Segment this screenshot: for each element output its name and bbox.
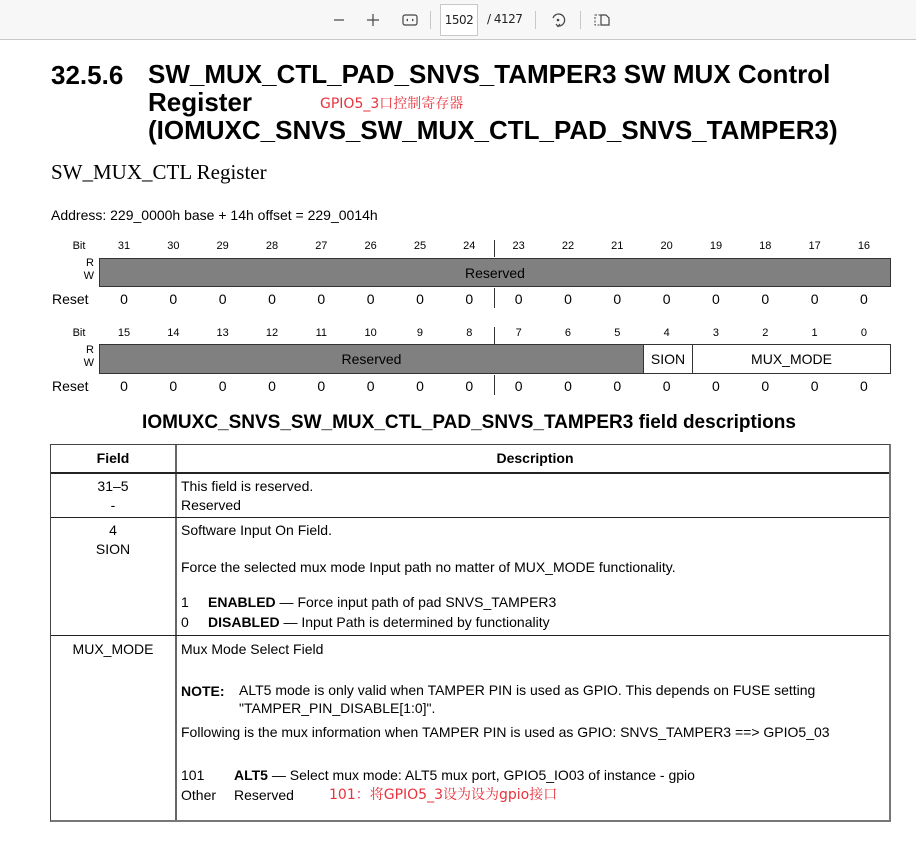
bit-label: Bit (72, 240, 86, 252)
bit-number: 25 (413, 240, 427, 252)
pdf-toolbar (0, 0, 916, 40)
w-label: W (83, 357, 94, 369)
bit-number: 24 (463, 240, 476, 252)
section-title (148, 60, 888, 144)
table-header-row (51, 445, 889, 473)
reset-value: 0 (218, 378, 227, 394)
zoom-in-button[interactable] (359, 0, 387, 40)
reset-value: 0 (120, 291, 128, 307)
reset-value: 0 (564, 291, 572, 307)
r-label: R (86, 257, 94, 269)
rw-label (74, 344, 94, 370)
value-text: — Force input path of pad SNVS_TAMPER3 (275, 594, 557, 610)
bit-number: 26 (364, 240, 377, 252)
reset-value: 0 (120, 378, 128, 394)
bit-number: 6 (564, 327, 572, 339)
register-address: Address: 229_0000h base + 14h offset = 229_0014h (51, 207, 378, 223)
field-cell (51, 474, 177, 517)
page-total: / 4127 (487, 12, 523, 26)
field-descriptions-title: IOMUXC_SNVS_SW_MUX_CTL_PAD_SNVS_TAMPER3 field descriptions (142, 412, 796, 433)
reset-value: 0 (317, 378, 326, 394)
plus-icon (366, 13, 380, 27)
reset-value: 0 (169, 378, 178, 394)
table-row (51, 635, 889, 820)
table-row (51, 517, 889, 635)
reset-value: 0 (613, 378, 622, 394)
bit-number: 9 (416, 327, 424, 339)
bit-number: 7 (515, 327, 522, 339)
description-title: Mux Mode Select Field (181, 641, 324, 657)
value-text: Reserved (234, 787, 294, 803)
value-item (181, 765, 889, 785)
bit-number: 2 (762, 327, 769, 339)
reset-value: 0 (366, 378, 375, 394)
toolbar-divider (430, 11, 431, 29)
rotate-button[interactable] (544, 0, 572, 40)
reset-value: 0 (465, 378, 474, 394)
value-text: — Select mux mode: ALT5 mux port, GPIO5_IO03 of instance - gpio (267, 767, 695, 783)
reset-value: 0 (810, 378, 819, 394)
reserved-field: Reserved (99, 344, 644, 374)
reset-value: 0 (317, 291, 326, 307)
register-diagram-upper (0, 240, 916, 310)
reset-value: 0 (268, 291, 276, 307)
note-label: NOTE: (181, 683, 225, 699)
description-text: Reserved (181, 497, 241, 513)
bit-number: 21 (611, 240, 624, 252)
reset-value: 0 (712, 291, 720, 307)
bit-number: 22 (561, 240, 575, 252)
page-number-input[interactable]: 1502 (440, 4, 478, 36)
byte-divider (494, 240, 495, 257)
bit-number: 31 (117, 240, 131, 252)
bit-number: 8 (466, 327, 473, 339)
field-name: - (110, 497, 116, 513)
reset-value: 0 (860, 291, 868, 307)
description-text: This field is reserved. (181, 478, 314, 494)
bit-number: 4 (663, 327, 670, 339)
field-cell (51, 636, 177, 820)
value-code: 1 (181, 594, 189, 610)
toolbar-divider (535, 11, 536, 29)
field-name: MUX_MODE (72, 641, 154, 657)
register-diagram-lower (0, 327, 916, 397)
rw-label (74, 257, 94, 283)
bit-number: 29 (216, 240, 229, 252)
bit-number: 17 (808, 240, 821, 252)
reset-value: 0 (465, 291, 474, 307)
description-cell (177, 518, 889, 635)
bit-number: 20 (660, 240, 673, 252)
byte-divider (494, 327, 495, 344)
reset-value: 0 (662, 291, 671, 307)
title-line-1: SW_MUX_CTL_PAD_SNVS_TAMPER3 SW MUX Control (148, 59, 831, 89)
bit-number: 0 (860, 327, 867, 339)
note-text: "TAMPER_PIN_DISABLE[1:0]". (239, 700, 436, 716)
page-view-button[interactable] (588, 0, 616, 40)
reset-value: 0 (761, 378, 770, 394)
reset-value: 0 (564, 378, 572, 394)
value-code: 101 (181, 767, 205, 783)
bit-number: 14 (167, 327, 180, 339)
title-line-2: Register (148, 87, 253, 117)
reset-value: 0 (860, 378, 868, 394)
bit-number: 1 (811, 327, 818, 339)
register-subtitle: SW_MUX_CTL Register (51, 160, 267, 184)
reserved-field: Reserved (99, 258, 891, 287)
mux-mode-field: MUX_MODE (692, 344, 891, 374)
reset-value: 0 (613, 291, 622, 307)
description-text: Following is the mux information when TAMPER PIN is used as GPIO: SNVS_TAMPER3 ==> GPIO5_03 (181, 724, 830, 740)
r-label: R (86, 344, 94, 356)
value-name: DISABLED (208, 614, 280, 630)
rotate-icon (550, 12, 566, 28)
reset-value: 0 (514, 378, 523, 394)
toolbar-divider (580, 11, 581, 29)
field-descriptions-table (50, 444, 891, 822)
value-code: 0 (181, 614, 189, 630)
fit-width-icon (402, 13, 418, 27)
bit-number: 28 (265, 240, 279, 252)
reset-value: 0 (712, 378, 720, 394)
value-name: ENABLED (208, 594, 276, 610)
reset-value: 0 (169, 291, 178, 307)
description-title: Software Input On Field. (181, 522, 332, 538)
value-name: ALT5 (234, 767, 268, 783)
bit-number: 19 (709, 240, 723, 252)
bit-number: 13 (216, 327, 229, 339)
bit-number: 10 (364, 327, 377, 339)
two-page-view-icon (594, 13, 610, 27)
bit-number: 15 (117, 327, 131, 339)
reset-value: 0 (514, 291, 523, 307)
description-cell (177, 636, 889, 820)
header-field: Field (51, 445, 177, 472)
fit-width-button[interactable] (396, 0, 424, 40)
reset-value: 0 (810, 291, 819, 307)
bit-number: 18 (759, 240, 772, 252)
w-label: W (83, 270, 94, 282)
byte-divider (494, 288, 495, 308)
bit-number: 16 (857, 240, 871, 252)
value-item (181, 785, 889, 805)
reset-value: 0 (416, 291, 424, 307)
note-text: ALT5 mode is only valid when TAMPER PIN is used as GPIO. This depends on FUSE setting (239, 682, 816, 698)
note (181, 681, 889, 717)
title-line-3: (IOMUXC_SNVS_SW_MUX_CTL_PAD_SNVS_TAMPER3) (148, 115, 838, 145)
reset-value: 0 (761, 291, 770, 307)
description-text: Force the selected mux mode Input path no matter of MUX_MODE functionality. (181, 559, 676, 575)
zoom-out-button[interactable] (325, 0, 353, 40)
minus-icon (332, 13, 346, 27)
title-annotation: GPIO5_3口控制寄存器 (320, 96, 464, 112)
reset-value: 0 (366, 291, 375, 307)
reset-label: Reset (52, 291, 89, 307)
value-code: Other (181, 787, 217, 803)
bit-number: 23 (512, 240, 525, 252)
reset-value: 0 (416, 378, 424, 394)
section-number: 32.5.6 (51, 60, 124, 90)
bit-number: 12 (265, 327, 279, 339)
bit-number: 11 (315, 327, 328, 339)
bit-number: 3 (712, 327, 720, 339)
reset-value: 0 (268, 378, 276, 394)
header-description: Description (496, 450, 574, 466)
description-cell (177, 474, 889, 517)
field-cell (51, 518, 177, 635)
sion-field: SION (643, 344, 693, 374)
mux-annotation: 101：将GPIO5_3设为设为gpio接口 (329, 787, 558, 803)
table-row (51, 473, 889, 517)
reset-label: Reset (52, 378, 89, 394)
byte-divider (494, 375, 495, 395)
value-text: — Input Path is determined by functionality (279, 614, 550, 630)
bit-number: 5 (614, 327, 621, 339)
bit-label: Bit (72, 327, 86, 339)
reset-value: 0 (218, 291, 227, 307)
value-item (181, 612, 889, 632)
reset-value: 0 (662, 378, 671, 394)
field-name: SION (95, 541, 131, 557)
bit-number: 27 (315, 240, 328, 252)
value-item (181, 592, 889, 612)
bit-number: 30 (167, 240, 180, 252)
field-bits: 4 (109, 522, 117, 538)
field-bits: 31–5 (97, 478, 129, 494)
